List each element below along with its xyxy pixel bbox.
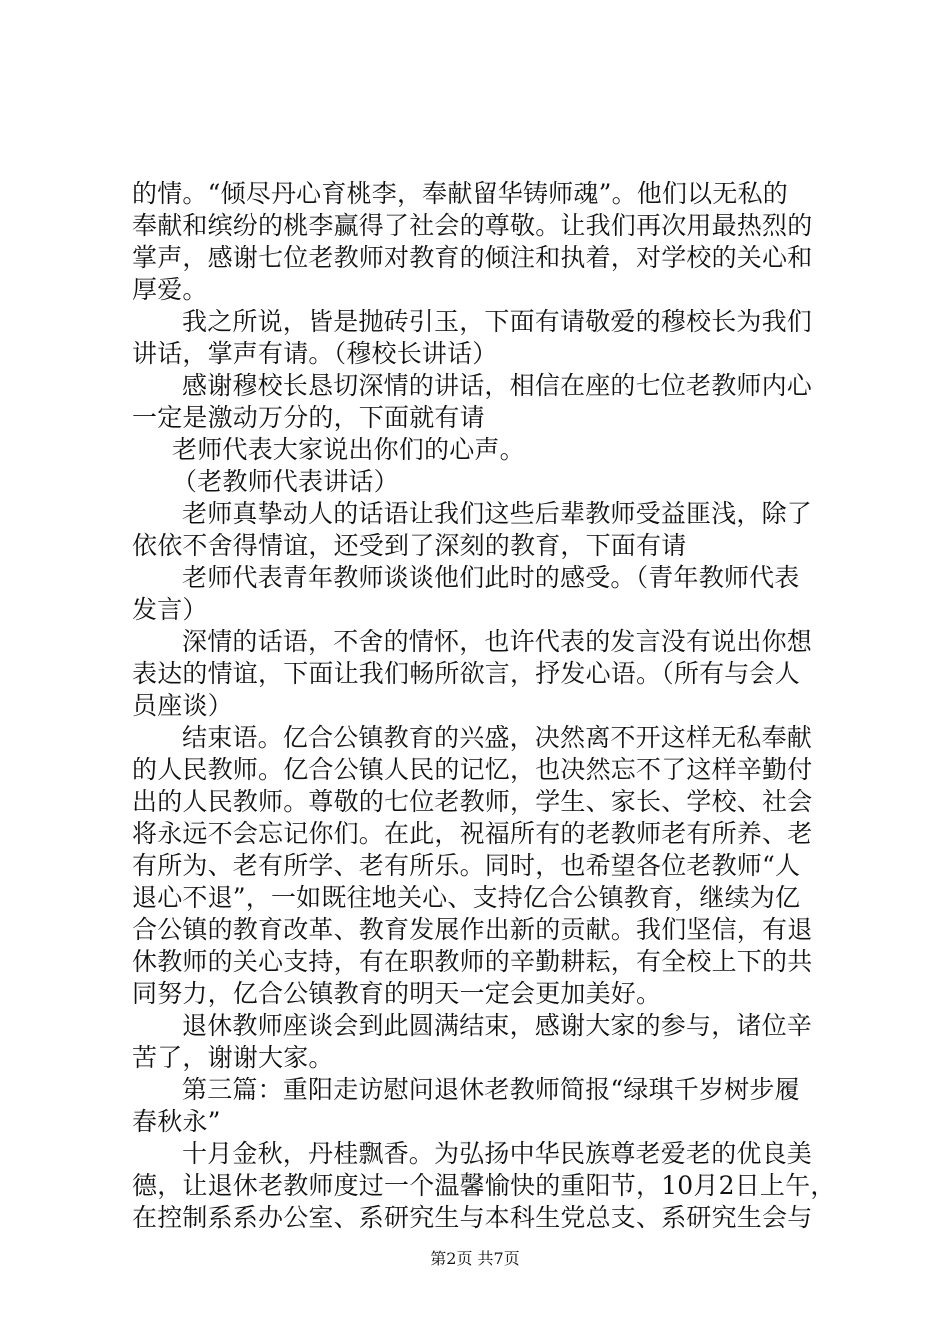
paragraph-start-line: （老教师代表讲话） [172,467,399,496]
text-line: 苦了，谢谢大家。 [132,1043,334,1072]
text-line: 休教师的关心支持，有在职教师的辛勤耕耘，有全校上下的共 [132,947,813,976]
paragraph-start-line: 老师代表大家说出你们的心声。 [172,435,525,464]
section-heading-line: 第三篇：重阳走访慰问退休老教师简报“绿琪千岁树步履 [182,1075,800,1104]
text-line: 掌声，感谢七位老教师对教育的倾注和执着，对学校的关心和 [132,243,813,272]
paragraph-start-line: 感谢穆校长恳切深情的讲话，相信在座的七位老教师内心 [182,371,813,400]
paragraph-start-line: 退休教师座谈会到此圆满结束，感谢大家的参与，诸位辛 [182,1011,813,1040]
text-line: 德，让退休老教师度过一个温馨愉快的重阳节，10月2日上午， [132,1171,836,1200]
text-line: 合公镇的教育改革、教育发展作出新的贡献。我们坚信，有退 [132,915,813,944]
text-line: 表达的情谊，下面让我们畅所欲言，抒发心语。（所有与会人 [132,659,800,688]
text-line: 将永远不会忘记你们。在此，祝福所有的老教师老有所养、老 [132,819,813,848]
text-line: 厚爱。 [132,275,208,304]
paragraph-start-line: 我之所说，皆是抛砖引玉，下面有请敬爱的穆校长为我们 [182,307,813,336]
paragraph-start-line: 深情的话语，不舍的情怀，也许代表的发言没有说出你想 [182,627,813,656]
paragraph-start-line: 结束语。亿合公镇教育的兴盛，决然离不开这样无私奉献 [182,723,813,752]
text-line: 有所为、老有所学、老有所乐。同时，也希望各位老教师“人 [132,851,801,880]
paragraph-start-line: 老师真挚动人的话语让我们这些后辈教师受益匪浅，除了 [182,499,813,528]
text-line: 依依不舍得情谊，还受到了深刻的教育，下面有请 [132,531,687,560]
text-line: 一定是激动万分的，下面就有请 [132,403,485,432]
paragraph-start-line: 老师代表青年教师谈谈他们此时的感受。（青年教师代表 [182,563,800,592]
text-line: 讲话，掌声有请。（穆校长讲话） [132,339,498,368]
text-line: 奉献和缤纷的桃李赢得了社会的尊敬。让我们再次用最热烈的 [132,211,813,240]
text-line: 的人民教师。亿合公镇人民的记忆，也决然忘不了这样辛勤付 [132,755,813,784]
text-line: 同努力，亿合公镇教育的明天一定会更加美好。 [132,979,662,1008]
document-body [132,178,836,1234]
section-heading-line: 春秋永” [132,1107,221,1136]
text-line: 出的人民教师。尊敬的七位老教师，学生、家长、学校、社会 [132,787,813,816]
text-line: 退心不退”，一如既往地关心、支持亿合公镇教育，继续为亿 [132,883,801,912]
paragraph-start-line: 十月金秋，丹桂飘香。为弘扬中华民族尊老爱老的优良美 [182,1139,813,1168]
text-line: 的情。“倾尽丹心育桃李，奉献留华铸师魂”。他们以无私的 [132,179,788,208]
text-line: 发言） [132,595,208,624]
page-number-footer: 第2页 共7页 [430,1249,520,1268]
text-line: 在控制系系办公室、系研究生与本科生党总支、系研究生会与 [132,1203,813,1232]
text-line: 员座谈） [132,691,233,720]
